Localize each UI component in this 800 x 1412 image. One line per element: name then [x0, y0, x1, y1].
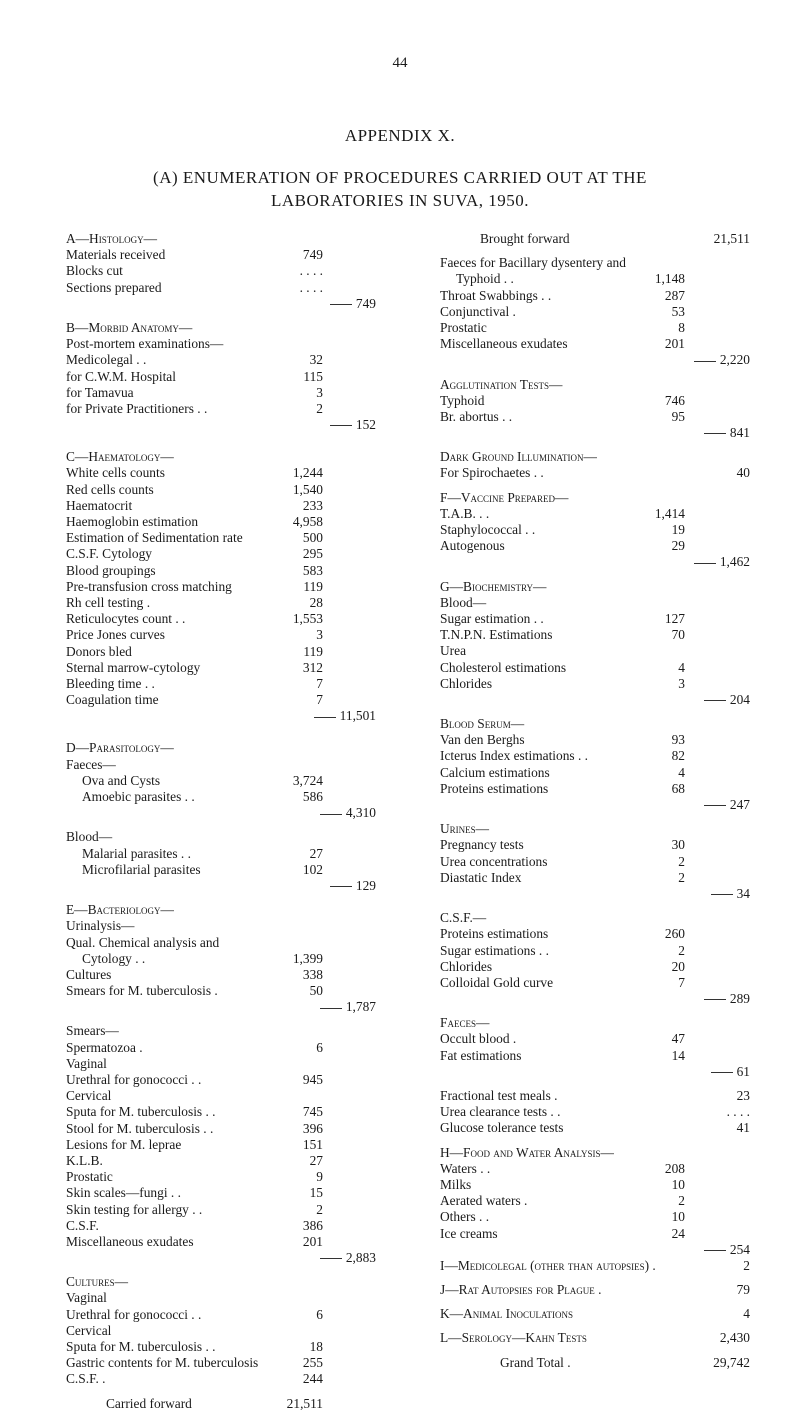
item-label: Autogenous [440, 538, 505, 554]
item-value: 115 [303, 368, 323, 384]
section-line: L—Serology—Kahn Tests [440, 1330, 587, 1346]
item-label: Lesions for M. leprae [66, 1136, 182, 1152]
item-label: C.S.F. [66, 1217, 99, 1233]
item-label: Sputa for M. tuberculosis . . [66, 1104, 216, 1120]
item-label: Malarial parasites . . [82, 845, 191, 861]
item-label: Urea clearance tests . . [440, 1104, 561, 1120]
item-label: Medicolegal . . [66, 352, 147, 368]
item-label: Miscellaneous exudates [66, 1233, 194, 1249]
item-label: Colloidal Gold curve [440, 974, 554, 990]
item-label: Ova and Cysts [82, 772, 161, 788]
item-label: Prostatic [440, 319, 487, 335]
item-value: 1,148 [654, 271, 685, 287]
item-value: 746 [664, 392, 685, 408]
section-value: 2 [743, 1257, 750, 1273]
item-value: 208 [664, 1160, 685, 1176]
item-label: Faeces for Bacillary dysentery and [440, 255, 626, 271]
item-value: 3 [316, 627, 323, 643]
item-value: 40 [736, 465, 750, 481]
section-total: 204 [704, 692, 750, 708]
item-label: Milks [440, 1176, 472, 1192]
sub-heading: Urinalysis— [66, 918, 135, 934]
item-value: 23 [736, 1088, 750, 1103]
item-label: Staphylococcal . . [440, 522, 536, 537]
item-value: 30 [671, 837, 685, 853]
section-total: 1,462 [694, 554, 750, 570]
sub-heading: Smears— [66, 1023, 119, 1039]
sub-heading: Post-mortem examinations— [66, 336, 224, 352]
item-label: for Tamavua [66, 384, 134, 400]
item-value: 4 [678, 659, 685, 675]
item-label: Bleeding time . . [66, 675, 155, 691]
section-total: 254 [704, 1242, 750, 1258]
section-heading: B—Morbid Anatomy— [66, 319, 193, 335]
item-label: Sputa for M. tuberculosis . . [66, 1339, 216, 1354]
item-label: Conjunctival . [440, 303, 516, 319]
item-value: 3 [316, 384, 323, 400]
item-value: 3,724 [292, 772, 323, 788]
item-value: 500 [302, 530, 323, 546]
item-value: 47 [671, 1031, 685, 1047]
sub-heading: Dark Ground Illumination— [440, 449, 597, 465]
item-value: 1,553 [292, 611, 323, 627]
section-total: 289 [704, 991, 750, 1007]
appendix-heading: APPENDIX X. [344, 126, 456, 145]
section-value: 2,430 [719, 1330, 750, 1346]
item-label: Proteins estimations [440, 780, 549, 796]
item-value: 7 [316, 692, 323, 708]
section-total: 34 [711, 886, 750, 902]
item-value: 151 [302, 1136, 323, 1152]
item-label: Sternal marrow-cytology [66, 659, 201, 675]
item-value: 3 [678, 675, 685, 691]
item-value: 82 [671, 748, 685, 764]
item-label: Materials received [66, 247, 166, 263]
item-value: 745 [302, 1104, 323, 1120]
item-value: 19 [671, 522, 685, 537]
item-label: Pre-transfusion cross matching [66, 578, 232, 594]
item-label: Vaginal [66, 1055, 107, 1071]
section-total: 247 [704, 797, 750, 813]
section-heading: E—Bacteriology— [66, 902, 174, 918]
sub-heading: Faeces— [440, 1015, 490, 1031]
item-value: 27 [309, 1152, 323, 1168]
item-label: Cervical [66, 1322, 112, 1338]
item-label: Throat Swabbings . . [440, 287, 552, 303]
item-label: Sugar estimations . . [440, 942, 549, 958]
sub-heading: Agglutination Tests— [440, 376, 563, 392]
item-value: 10 [671, 1176, 685, 1192]
sub-heading: Cultures— [66, 1274, 128, 1290]
item-value: 287 [664, 287, 685, 303]
item-value: 1,540 [292, 481, 323, 497]
item-label: Others . . [440, 1209, 490, 1225]
item-value: 53 [671, 303, 685, 319]
item-value: 4,958 [292, 514, 323, 529]
item-value: 2 [316, 400, 323, 416]
item-value: 7 [678, 974, 685, 990]
item-label: Reticulocytes count . . [66, 611, 186, 627]
section-line: J—Rat Autopsies for Plague . [440, 1282, 602, 1298]
item-label: Van den Berghs [440, 732, 525, 748]
item-label: Sugar estimation . . [440, 610, 544, 626]
item-value: 2 [678, 869, 685, 885]
item-label: Estimation of Sedimentation rate [66, 530, 243, 546]
item-value: 8 [678, 319, 685, 335]
item-value: 29 [671, 538, 685, 554]
item-value: 2 [678, 1193, 685, 1209]
item-value: 945 [302, 1072, 323, 1087]
item-value: 1,399 [292, 950, 323, 966]
item-label: for Private Practitioners . . [66, 400, 208, 416]
item-label: Chlorides [440, 675, 493, 691]
section-line: I—Medicolegal (other than autopsies) . [440, 1257, 656, 1273]
section-value: 79 [736, 1282, 750, 1298]
item-label: Calcium estimations [440, 764, 550, 780]
item-value: 1,414 [654, 505, 685, 521]
item-label: Aerated waters . [440, 1193, 528, 1209]
item-label: Urethral for gonococci . . [66, 1072, 202, 1087]
item-value: 749 [302, 247, 323, 263]
item-label: Chlorides [440, 958, 493, 974]
item-label: Urea concentrations [440, 853, 548, 869]
item-label: Miscellaneous exudates [440, 336, 568, 352]
section-heading: A—Histology— [66, 231, 157, 246]
section-total: 841 [704, 425, 750, 441]
brought-forward-value: 21,511 [713, 231, 750, 246]
item-label: Typhoid . . [456, 271, 514, 287]
item-label: for C.W.M. Hospital [66, 368, 176, 384]
item-label: Ice creams [440, 1225, 498, 1241]
item-label: Proteins estimations [440, 926, 549, 942]
item-label: Icterus Index estimations . . [440, 748, 589, 764]
item-value: 255 [302, 1355, 323, 1371]
item-label: Haemoglobin estimation [66, 514, 199, 529]
section-heading: C—Haematology— [66, 449, 174, 465]
grand-total-value: 29,742 [713, 1354, 750, 1370]
item-value: 18 [309, 1339, 323, 1354]
item-label: Stool for M. tuberculosis . . [66, 1120, 214, 1136]
item-label: Cholesterol estimations [440, 659, 567, 675]
section-total: 129 [330, 878, 376, 894]
item-label: Urethral for gonococci . . [66, 1306, 202, 1322]
item-value: 119 [303, 578, 323, 594]
item-value: 127 [664, 610, 685, 626]
item-value: 14 [671, 1047, 685, 1063]
item-value: 102 [302, 861, 323, 877]
section-total: 2,883 [320, 1250, 376, 1266]
item-value: 119 [303, 643, 323, 659]
item-value: 93 [671, 732, 685, 748]
sub-heading: Faeces— [66, 756, 116, 772]
item-label: Price Jones curves [66, 627, 165, 643]
item-value: . . . . [726, 1104, 750, 1120]
sub-heading: Blood Serum— [440, 716, 525, 732]
sub-heading: C.S.F.— [440, 910, 487, 926]
section-total: 2,220 [694, 352, 750, 368]
item-value: 244 [302, 1371, 323, 1387]
item-label: Cervical [66, 1088, 112, 1104]
section-value: 4 [743, 1306, 750, 1322]
sub-heading: Blood— [66, 829, 113, 845]
item-label: Occult blood . [440, 1031, 517, 1047]
page-number: 44 [392, 55, 408, 71]
title-line-1: (A) ENUMERATION OF PROCEDURES CARRIED OUT AT THE [153, 168, 647, 187]
sub-heading: Blood— [440, 594, 487, 610]
item-label: Skin testing for allergy . . [66, 1201, 203, 1217]
item-label: Red cells counts [66, 481, 154, 497]
item-label: Spermatozoa . [66, 1039, 143, 1055]
item-value: 32 [309, 352, 323, 368]
item-label: Amoebic parasites . . [82, 789, 195, 804]
item-value: 68 [671, 780, 685, 796]
section-line: K—Animal Inoculations [440, 1306, 574, 1322]
item-value: 41 [736, 1120, 750, 1136]
item-value: . . . . [299, 263, 323, 279]
item-value: 2 [678, 942, 685, 958]
item-label: Waters . . [440, 1160, 491, 1176]
item-label: Sections prepared [66, 279, 162, 295]
brought-forward-label: Brought forward [480, 231, 570, 246]
item-value: 50 [309, 983, 323, 999]
carried-forward-value: 21,511 [286, 1395, 323, 1411]
item-value: 201 [302, 1233, 323, 1249]
section-heading: D—Parasitology— [66, 740, 174, 756]
item-value: 260 [664, 926, 685, 942]
item-value: 27 [309, 845, 323, 861]
item-value: 1,244 [292, 465, 323, 481]
section-total: 11,501 [314, 708, 376, 724]
item-label: K.L.B. [66, 1152, 103, 1168]
left-column [66, 231, 396, 1412]
carried-forward-label: Carried forward [106, 1395, 192, 1411]
item-value: 583 [302, 562, 323, 578]
right-column [440, 231, 760, 1371]
item-label: Blood groupings [66, 562, 156, 578]
item-value: 6 [316, 1039, 323, 1055]
item-value: 28 [309, 594, 323, 610]
section-total: 4,310 [320, 805, 376, 821]
grand-total-label: Grand Total . [500, 1354, 571, 1370]
item-label: Glucose tolerance tests [440, 1120, 564, 1136]
item-value: 312 [302, 659, 323, 675]
item-label: Microfilarial parasites [82, 861, 201, 877]
item-value: 396 [302, 1120, 323, 1136]
item-value: 386 [302, 1217, 323, 1233]
item-label: For Spirochaetes . . [440, 465, 544, 481]
item-label: Vaginal [66, 1290, 107, 1306]
item-value: 95 [671, 408, 685, 424]
section-total: 749 [330, 296, 376, 312]
item-label: Donors bled [66, 643, 132, 659]
item-label: Fat estimations [440, 1047, 522, 1063]
item-label: C.S.F. Cytology [66, 546, 152, 562]
title-line-2: LABORATORIES IN SUVA, 1950. [271, 191, 529, 210]
item-label: T.N.P.N. Estimations [440, 627, 553, 643]
item-value: 10 [671, 1209, 685, 1225]
sub-heading: Urines— [440, 821, 490, 837]
section-heading: G—Biochemistry— [440, 578, 547, 594]
item-value: 20 [671, 958, 685, 974]
item-value: 201 [664, 336, 685, 352]
item-label: Prostatic [66, 1169, 113, 1185]
section-heading: H—Food and Water Analysis— [440, 1144, 614, 1160]
item-label: Cytology . . [82, 950, 146, 966]
item-value: 586 [302, 789, 323, 804]
item-label: Qual. Chemical analysis and [66, 934, 220, 950]
item-value: 4 [678, 764, 685, 780]
item-value: 2 [678, 853, 685, 869]
item-value: 233 [302, 497, 323, 513]
item-label: Haematocrit [66, 497, 133, 513]
item-value: 295 [302, 546, 323, 562]
item-label: Urea [440, 643, 467, 659]
item-label: Br. abortus . . [440, 408, 513, 424]
item-label: C.S.F. . [66, 1371, 106, 1387]
item-label: Smears for M. tuberculosis . [66, 983, 218, 999]
item-label: Coagulation time [66, 692, 159, 708]
item-value: 15 [309, 1185, 323, 1201]
section-total: 1,787 [320, 999, 376, 1015]
item-value: 7 [316, 675, 323, 691]
item-value: 338 [302, 966, 323, 982]
item-label: Diastatic Index [440, 869, 522, 885]
item-label: Skin scales—fungi . . [66, 1185, 181, 1201]
item-value: . . . . [299, 279, 323, 295]
item-label: Rh cell testing . [66, 594, 151, 610]
item-label: Gastric contents for M. tuberculosis [66, 1355, 259, 1371]
section-total: 61 [711, 1064, 750, 1080]
item-value: 70 [671, 627, 685, 643]
item-value: 24 [671, 1225, 685, 1241]
section-heading: F—Vaccine Prepared— [440, 489, 569, 505]
item-value: 2 [316, 1201, 323, 1217]
section-total: 152 [330, 417, 376, 433]
item-value: 6 [316, 1306, 323, 1322]
item-label: Cultures [66, 966, 112, 982]
item-label: T.A.B. . . [440, 505, 490, 521]
item-value: 9 [316, 1169, 323, 1185]
item-label: Typhoid [440, 392, 485, 408]
item-label: Fractional test meals . [440, 1088, 558, 1103]
item-label: White cells counts [66, 465, 165, 481]
item-label: Pregnancy tests [440, 837, 524, 853]
item-label: Blocks cut [66, 263, 123, 279]
